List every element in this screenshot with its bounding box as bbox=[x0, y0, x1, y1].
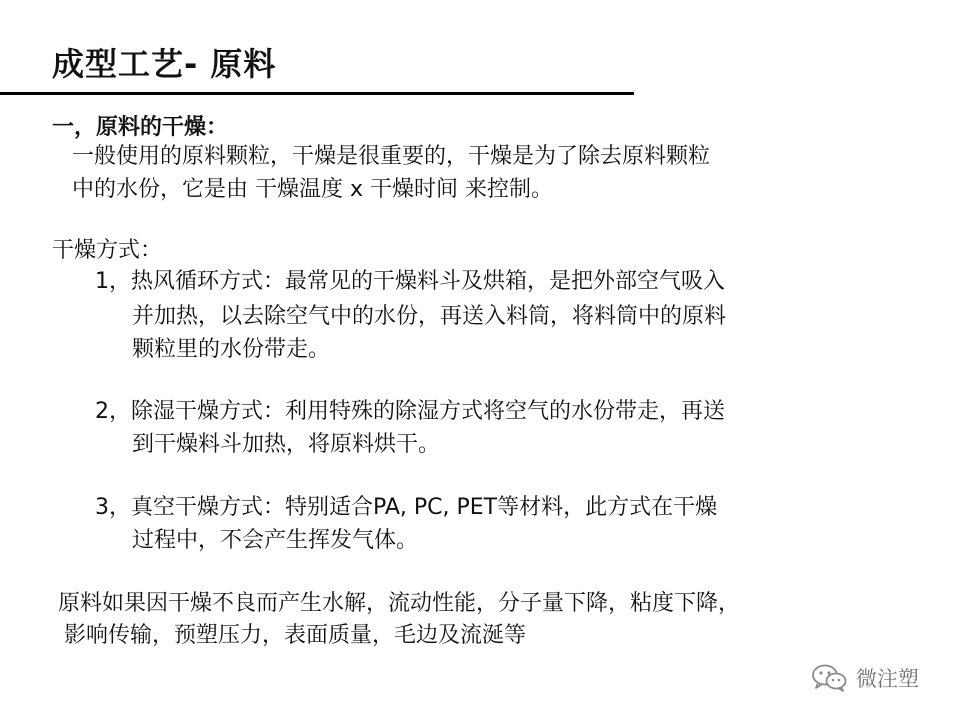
watermark-text: 微注塑 bbox=[856, 667, 919, 691]
method-2-line-1: 2，除湿干燥方式：利用特殊的除湿方式将空气的水份带走，再送 bbox=[95, 399, 725, 424]
methods-heading: 干燥方式： bbox=[52, 238, 163, 263]
method-3-line-2: 过程中，不会产生挥发气体。 bbox=[132, 528, 419, 553]
wechat-icon bbox=[810, 663, 848, 693]
conclusion-line-1: 原料如果因干燥不良而产生水解，流动性能，分子量下降，粘度下降， bbox=[58, 591, 741, 616]
slide-title: 成型工艺- 原料 bbox=[52, 45, 277, 83]
method-2-line-2: 到干燥料斗加热，将原料烘干。 bbox=[132, 432, 441, 457]
wechat-watermark bbox=[810, 662, 919, 694]
method-3-line-1: 3，真空干燥方式：特别适合PA, PC, PET等材料，此方式在干燥 bbox=[95, 495, 718, 520]
section-heading-drying: 一，原料的干燥： bbox=[52, 115, 229, 140]
title-divider bbox=[0, 92, 634, 95]
section1-line-2: 中的水份，它是由 干燥温度 x 干燥时间 来控制。 bbox=[72, 177, 553, 202]
method-1-line-1: 1，热风循环方式：最常见的干燥料斗及烘箱，是把外部空气吸入 bbox=[95, 269, 725, 294]
method-1-line-2: 并加热，以去除空气中的水份，再送入料筒，将料筒中的原料 bbox=[132, 304, 727, 329]
section1-line-1: 一般使用的原料颗粒，干燥是很重要的，干燥是为了除去原料颗粒 bbox=[72, 144, 711, 169]
conclusion-line-2: 影响传输，预塑压力，表面质量，毛边及流涎等 bbox=[64, 623, 527, 648]
method-1-line-3: 颗粒里的水份带走。 bbox=[132, 337, 331, 362]
